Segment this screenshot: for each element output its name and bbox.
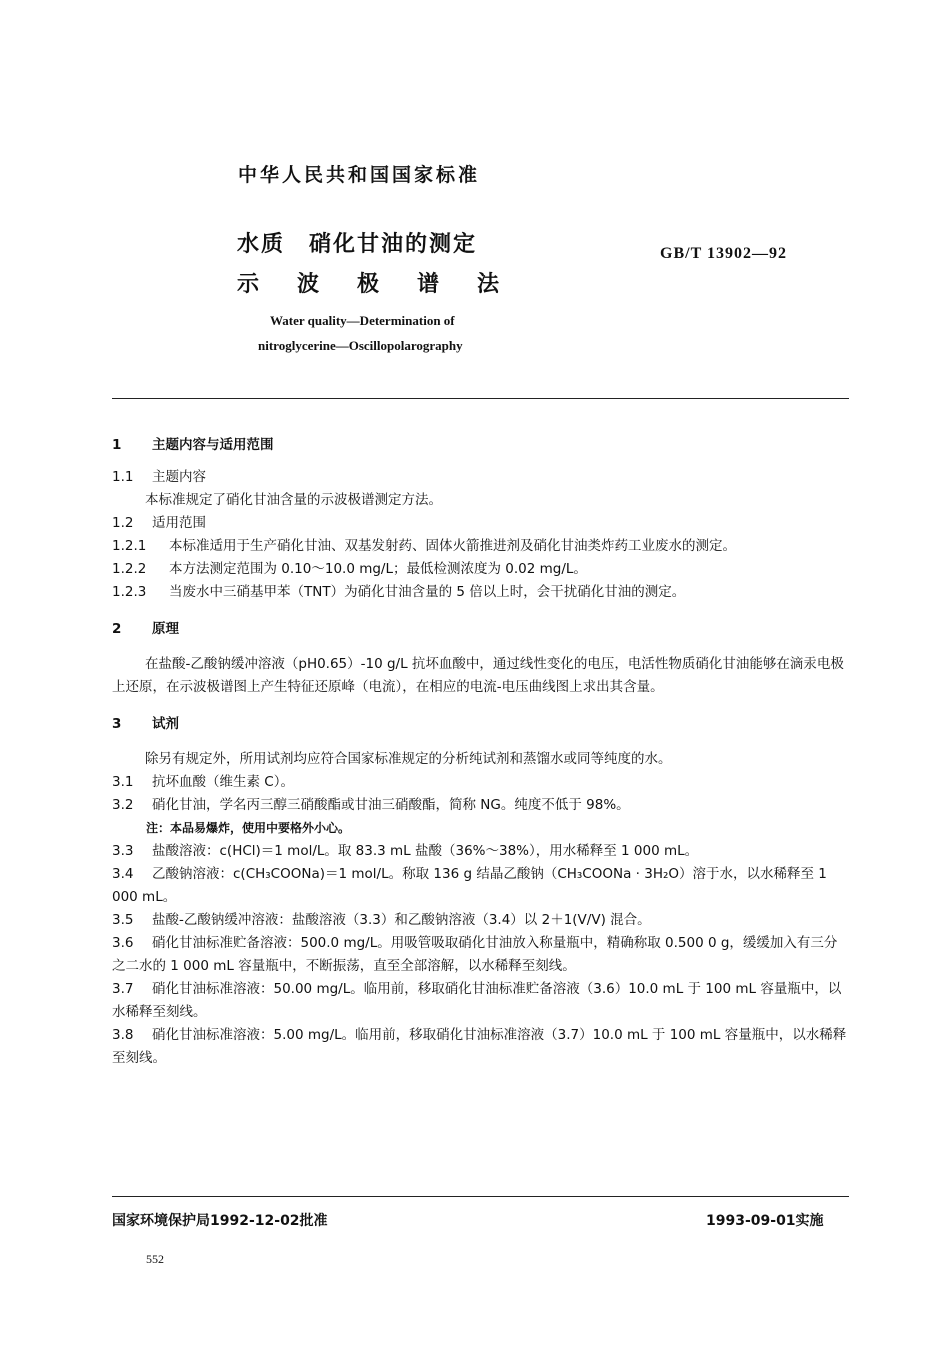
english-title-line1: Water quality—Determination of bbox=[270, 313, 455, 328]
header-divider bbox=[112, 398, 849, 399]
document-title-line1: 水质 硝化甘油的测定 bbox=[237, 232, 478, 257]
english-title-line2: nitroglycerine—Oscillopolarography bbox=[258, 338, 463, 353]
section-heading: 2 原理 bbox=[112, 621, 179, 637]
effective-date: 1993-09-01实施 bbox=[706, 1213, 824, 1229]
clause: 3.7 硝化甘油标准溶液：50.00 mg/L。临用前，移取硝化甘油标准贮备溶液（3.6）10.0 mL 于 100 mL 容量瓶中，以水稀释至刻线。 bbox=[112, 981, 842, 1020]
standard-org-heading: 中华人民共和国国家标准 bbox=[238, 164, 481, 186]
note: 注：本品易爆炸，使用中要格外小心。 bbox=[146, 821, 351, 835]
document-body bbox=[112, 434, 850, 1070]
footer-divider bbox=[112, 1196, 849, 1197]
section-heading: 1 主题内容与适用范围 bbox=[112, 437, 274, 453]
section-heading: 3 试剂 bbox=[112, 716, 179, 732]
paragraph: 在盐酸-乙酸钠缓冲溶液（pH0.65）-10 g/L 抗坏血酸中，通过线性变化的电压，电活性物质硝化甘油能够在滴汞电极上还原，在示波极谱图上产生特征还原峰（电流），在相应的电流-电压曲线图上求出其含量。 bbox=[112, 656, 844, 695]
approval-statement: 国家环境保护局1992-12-02批准 bbox=[112, 1213, 328, 1229]
clause: 1.2.3 当废水中三硝基甲苯（TNT）为硝化甘油含量的 5 倍以上时，会干扰硝化甘油的测定。 bbox=[112, 584, 686, 600]
paragraph: 本标准规定了硝化甘油含量的示波极谱测定方法。 bbox=[145, 492, 442, 508]
clause: 3.4 乙酸钠溶液：c(CH₃COONa)＝1 mol/L。称取 136 g 结晶乙酸钠（CH₃COONa · 3H₂O）溶于水，以水稀释至 1 000 mL。 bbox=[112, 866, 827, 905]
clause: 3.1 抗坏血酸（维生素 C）。 bbox=[112, 774, 294, 790]
page-number: 552 bbox=[146, 1252, 164, 1266]
document-title-line2: 示波极谱法 bbox=[237, 272, 538, 297]
clause: 3.2 硝化甘油，学名丙三醇三硝酸酯或甘油三硝酸酯，简称 NG。纯度不低于 98%。 bbox=[112, 797, 630, 813]
clause: 3.6 硝化甘油标准贮备溶液：500.0 mg/L。用吸管吸取硝化甘油放入称量瓶中，精确称取 0.500 0 g，缓缓加入有三分之二水的 1 000 mL 容量瓶中，不断振荡，直至全部溶解，以水稀释至刻线。 bbox=[112, 935, 838, 974]
clause: 3.5 盐酸-乙酸钠缓冲溶液：盐酸溶液（3.3）和乙酸钠溶液（3.4）以 2＋1(V/V) 混合。 bbox=[112, 912, 651, 928]
paragraph: 除另有规定外，所用试剂均应符合国家标准规定的分析纯试剂和蒸馏水或同等纯度的水。 bbox=[145, 751, 672, 767]
clause: 1.2.2 本方法测定范围为 0.10～10.0 mg/L；最低检测浓度为 0.02 mg/L。 bbox=[112, 561, 587, 577]
clause: 1.2 适用范围 bbox=[112, 515, 206, 531]
clause: 3.8 硝化甘油标准溶液：5.00 mg/L。临用前，移取硝化甘油标准溶液（3.7）10.0 mL 于 100 mL 容量瓶中，以水稀释至刻线。 bbox=[112, 1027, 847, 1066]
clause: 1.2.1 本标准适用于生产硝化甘油、双基发射药、固体火箭推进剂及硝化甘油类炸药工业废水的测定。 bbox=[112, 538, 736, 554]
clause: 1.1 主题内容 bbox=[112, 469, 206, 485]
clause: 3.3 盐酸溶液：c(HCl)＝1 mol/L。取 83.3 mL 盐酸（36%～38%），用水稀释至 1 000 mL。 bbox=[112, 843, 699, 859]
standard-number: GB/T 13902—92 bbox=[660, 245, 787, 262]
